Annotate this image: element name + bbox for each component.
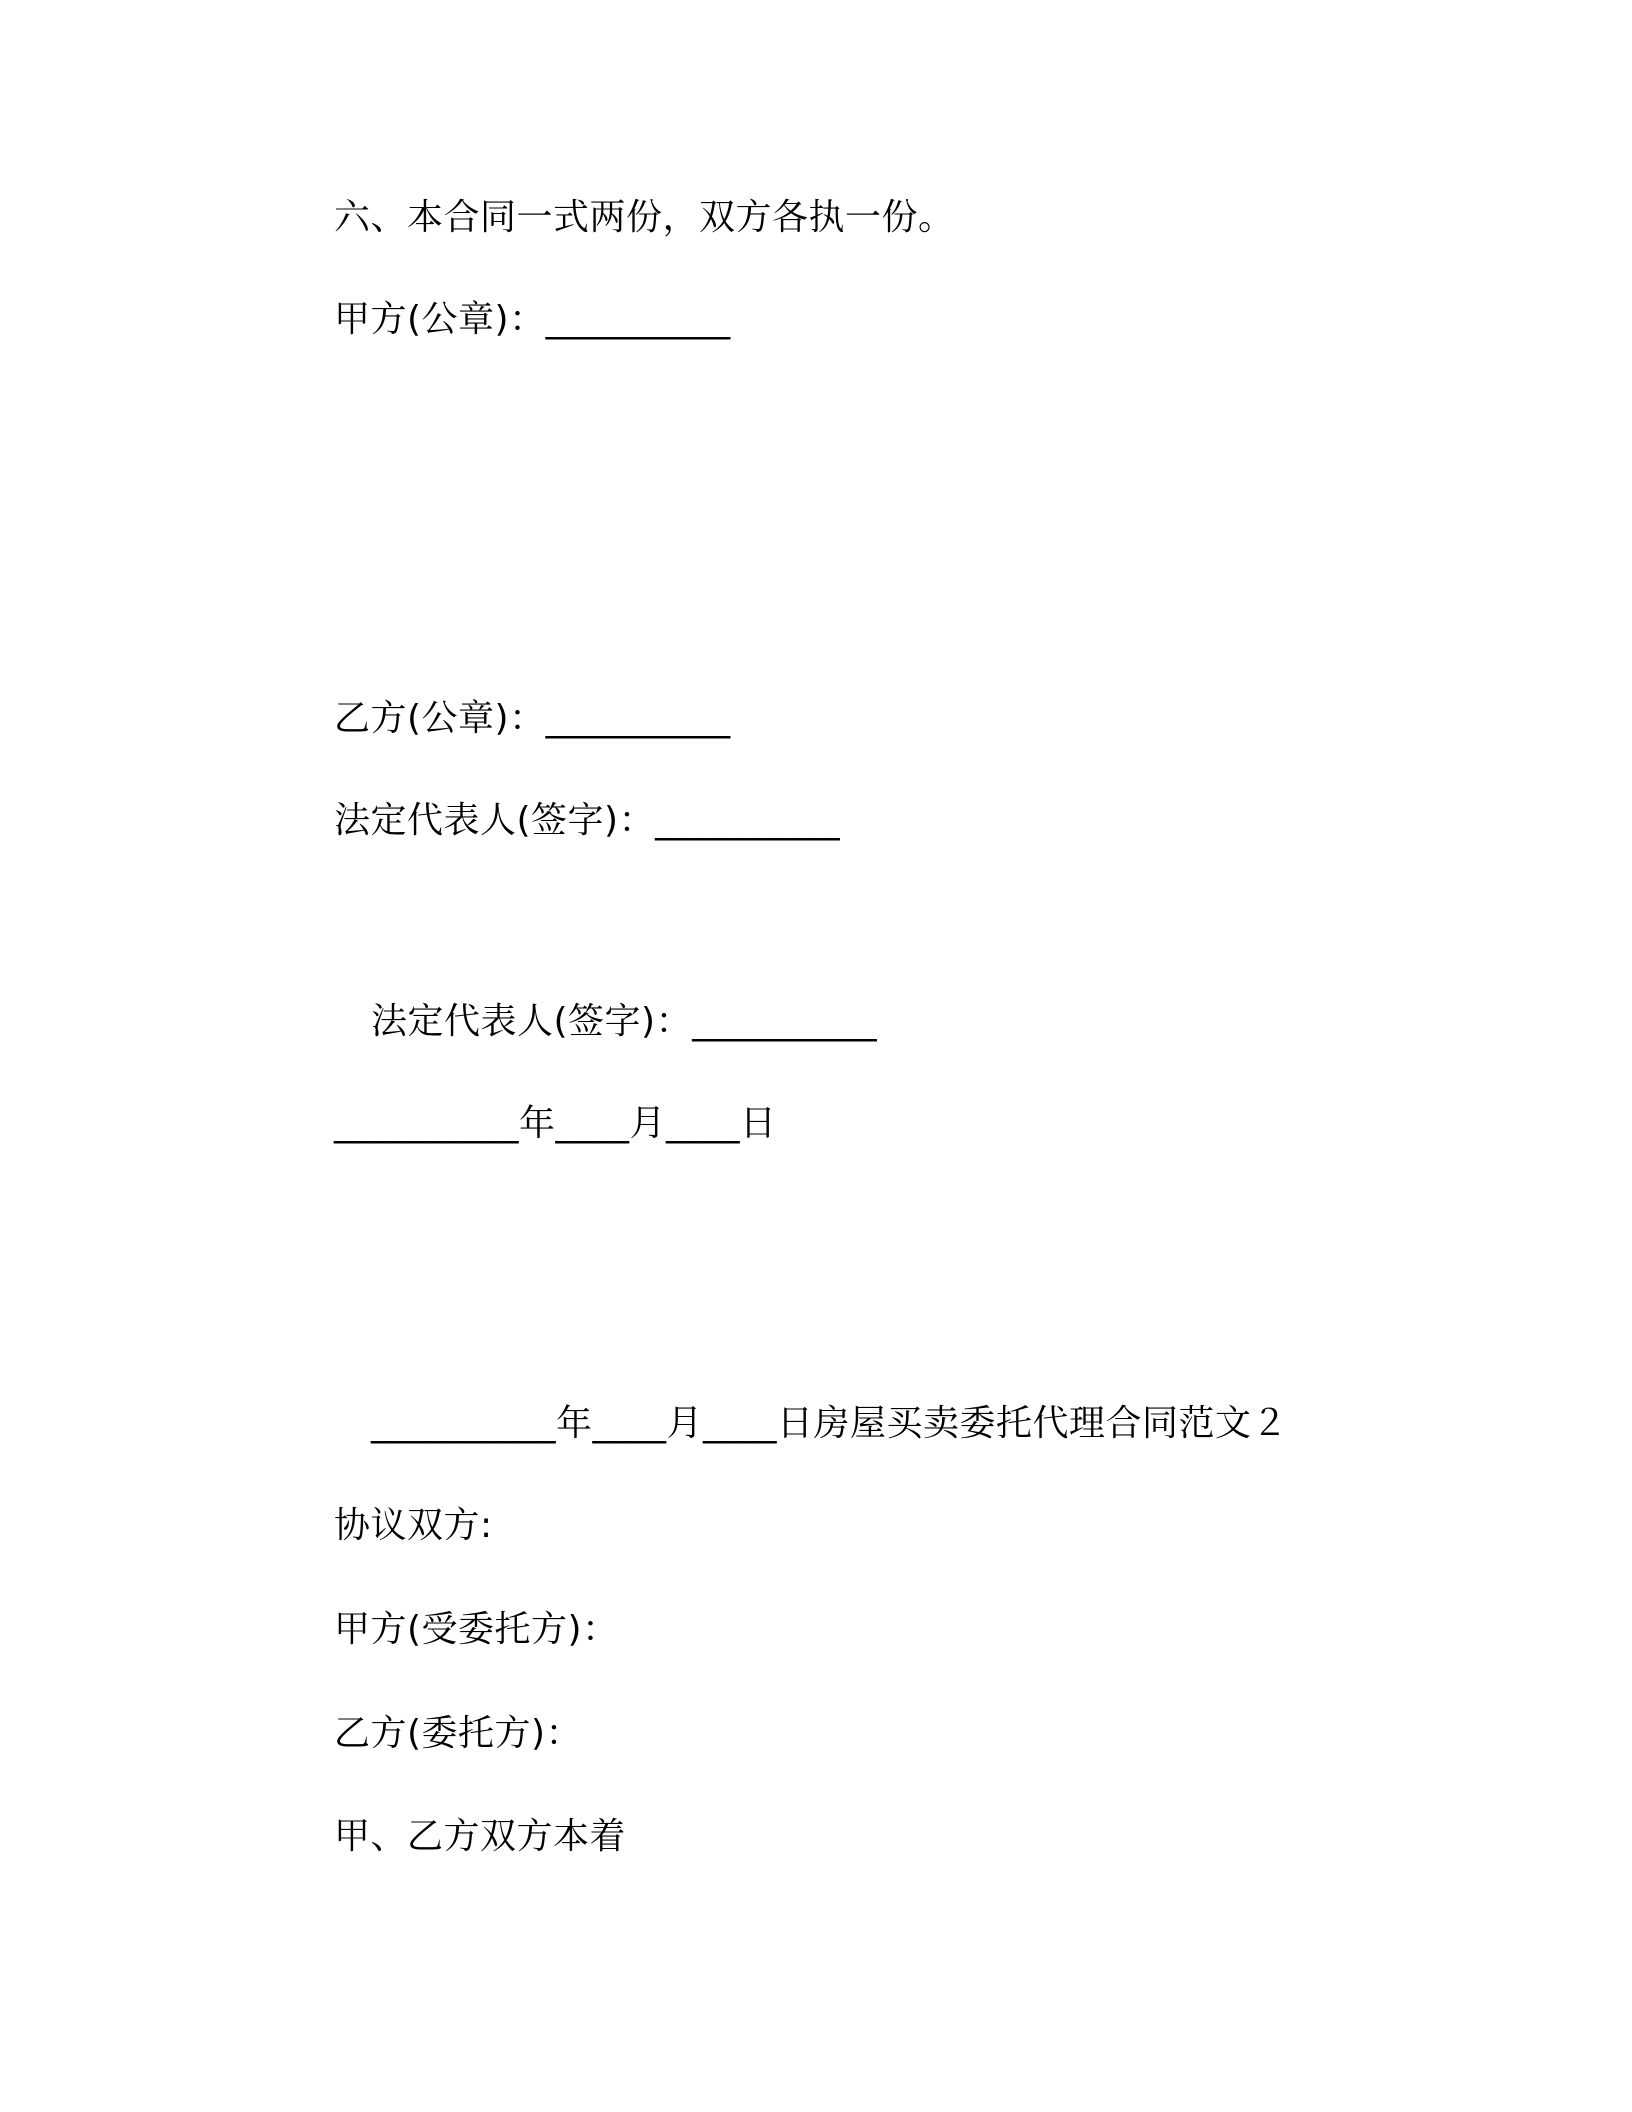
date-line: __________年____月____日 bbox=[334, 1103, 777, 1144]
contract-title-line: __________年____月____日房屋买卖委托代理合同范文２ bbox=[371, 1403, 1289, 1444]
legal-representative-signature-line: 法定代表人(签字)：__________ bbox=[334, 800, 841, 841]
party-b-entrusting-line: 乙方(委托方)： bbox=[334, 1713, 583, 1754]
party-a-entrusted-line: 甲方(受委托方)： bbox=[334, 1609, 619, 1650]
body-text-start: 甲、乙方双方本着 bbox=[334, 1816, 627, 1857]
party-b-seal-line: 乙方(公章)：__________ bbox=[334, 698, 731, 739]
party-a-seal-line: 甲方(公章)：__________ bbox=[334, 299, 731, 340]
agreement-parties-heading: 协议双方: bbox=[334, 1505, 493, 1546]
clause-six-copies: 六、本合同一式两份，双方各执一份。 bbox=[334, 197, 955, 238]
legal-representative-signature-line-2: 法定代表人(签字)：__________ bbox=[371, 1001, 878, 1042]
